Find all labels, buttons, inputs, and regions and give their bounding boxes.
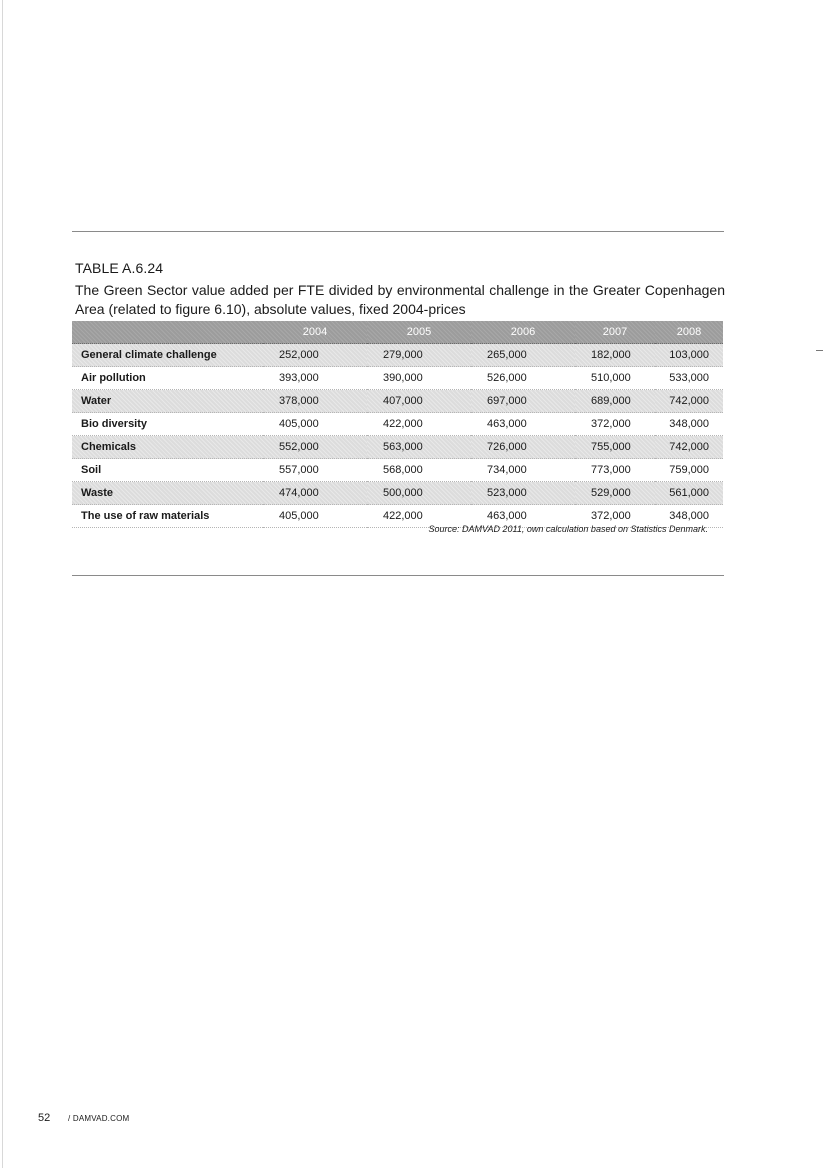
table-cell: 474,000 — [263, 482, 367, 505]
table-cell: 557,000 — [263, 459, 367, 482]
table-cell: 393,000 — [263, 367, 367, 390]
table-cell: 526,000 — [471, 367, 575, 390]
table-cell: 759,000 — [655, 459, 723, 482]
table-cell: 252,000 — [263, 344, 367, 367]
row-label: Waste — [72, 482, 263, 505]
table-row — [72, 344, 723, 367]
table-cell: 561,000 — [655, 482, 723, 505]
table-cell: 279,000 — [367, 344, 471, 367]
table-cell: 552,000 — [263, 436, 367, 459]
header-cell-2005: 2005 — [367, 321, 471, 344]
margin-mark — [816, 350, 823, 351]
table-cell: 755,000 — [575, 436, 655, 459]
table-row — [72, 459, 723, 482]
header-cell-2007: 2007 — [575, 321, 655, 344]
header-cell-label — [72, 321, 263, 344]
table-cell: 568,000 — [367, 459, 471, 482]
table-cell: 529,000 — [575, 482, 655, 505]
row-label: Air pollution — [72, 367, 263, 390]
table-row — [72, 436, 723, 459]
bottom-rule — [72, 575, 724, 576]
table-header-row — [72, 321, 723, 344]
row-label: General climate challenge — [72, 344, 263, 367]
table-cell: 372,000 — [575, 505, 655, 528]
row-label: Bio diversity — [72, 413, 263, 436]
table-cell: 533,000 — [655, 367, 723, 390]
table-row — [72, 367, 723, 390]
table-cell: 422,000 — [367, 413, 471, 436]
footer-brand: / DAMVAD.COM — [68, 1114, 130, 1123]
table-cell: 407,000 — [367, 390, 471, 413]
row-label: Soil — [72, 459, 263, 482]
table-cell: 689,000 — [575, 390, 655, 413]
top-rule — [72, 231, 724, 232]
table-cell: 348,000 — [655, 505, 723, 528]
table-row — [72, 482, 723, 505]
table-row — [72, 413, 723, 436]
table-cell: 500,000 — [367, 482, 471, 505]
table-cell: 463,000 — [471, 505, 575, 528]
table-cell: 103,000 — [655, 344, 723, 367]
table-cell: 463,000 — [471, 413, 575, 436]
table-row — [72, 390, 723, 413]
table-cell: 563,000 — [367, 436, 471, 459]
table-cell: 742,000 — [655, 390, 723, 413]
table-cell: 773,000 — [575, 459, 655, 482]
table-cell: 405,000 — [263, 505, 367, 528]
table-cell: 697,000 — [471, 390, 575, 413]
table-cell: 378,000 — [263, 390, 367, 413]
table-cell: 265,000 — [471, 344, 575, 367]
table-cell: 523,000 — [471, 482, 575, 505]
table-caption: The Green Sector value added per FTE divided by environmental challenge in the Greater Copenhagen Area (related to figure 6.10), absolute values, fixed 2004-prices — [75, 282, 725, 317]
row-label: Chemicals — [72, 436, 263, 459]
table-cell: 734,000 — [471, 459, 575, 482]
table-label: TABLE A.6.24 — [75, 260, 164, 276]
header-cell-2006: 2006 — [471, 321, 575, 344]
table-source-note: Source: DAMVAD 2011, own calculation based on Statistics Denmark. — [428, 524, 708, 534]
page-edge — [2, 0, 3, 1168]
table-cell: 742,000 — [655, 436, 723, 459]
table-cell: 390,000 — [367, 367, 471, 390]
table-cell: 422,000 — [367, 505, 471, 528]
table-cell: 182,000 — [575, 344, 655, 367]
row-label: Water — [72, 390, 263, 413]
header-cell-2008: 2008 — [655, 321, 723, 344]
row-label: The use of raw materials — [72, 505, 263, 528]
table-cell: 372,000 — [575, 413, 655, 436]
table-cell: 348,000 — [655, 413, 723, 436]
table-cell: 726,000 — [471, 436, 575, 459]
data-table — [72, 321, 723, 528]
table-cell: 405,000 — [263, 413, 367, 436]
page-number: 52 — [38, 1112, 51, 1124]
header-cell-2004: 2004 — [263, 321, 367, 344]
table-cell: 510,000 — [575, 367, 655, 390]
